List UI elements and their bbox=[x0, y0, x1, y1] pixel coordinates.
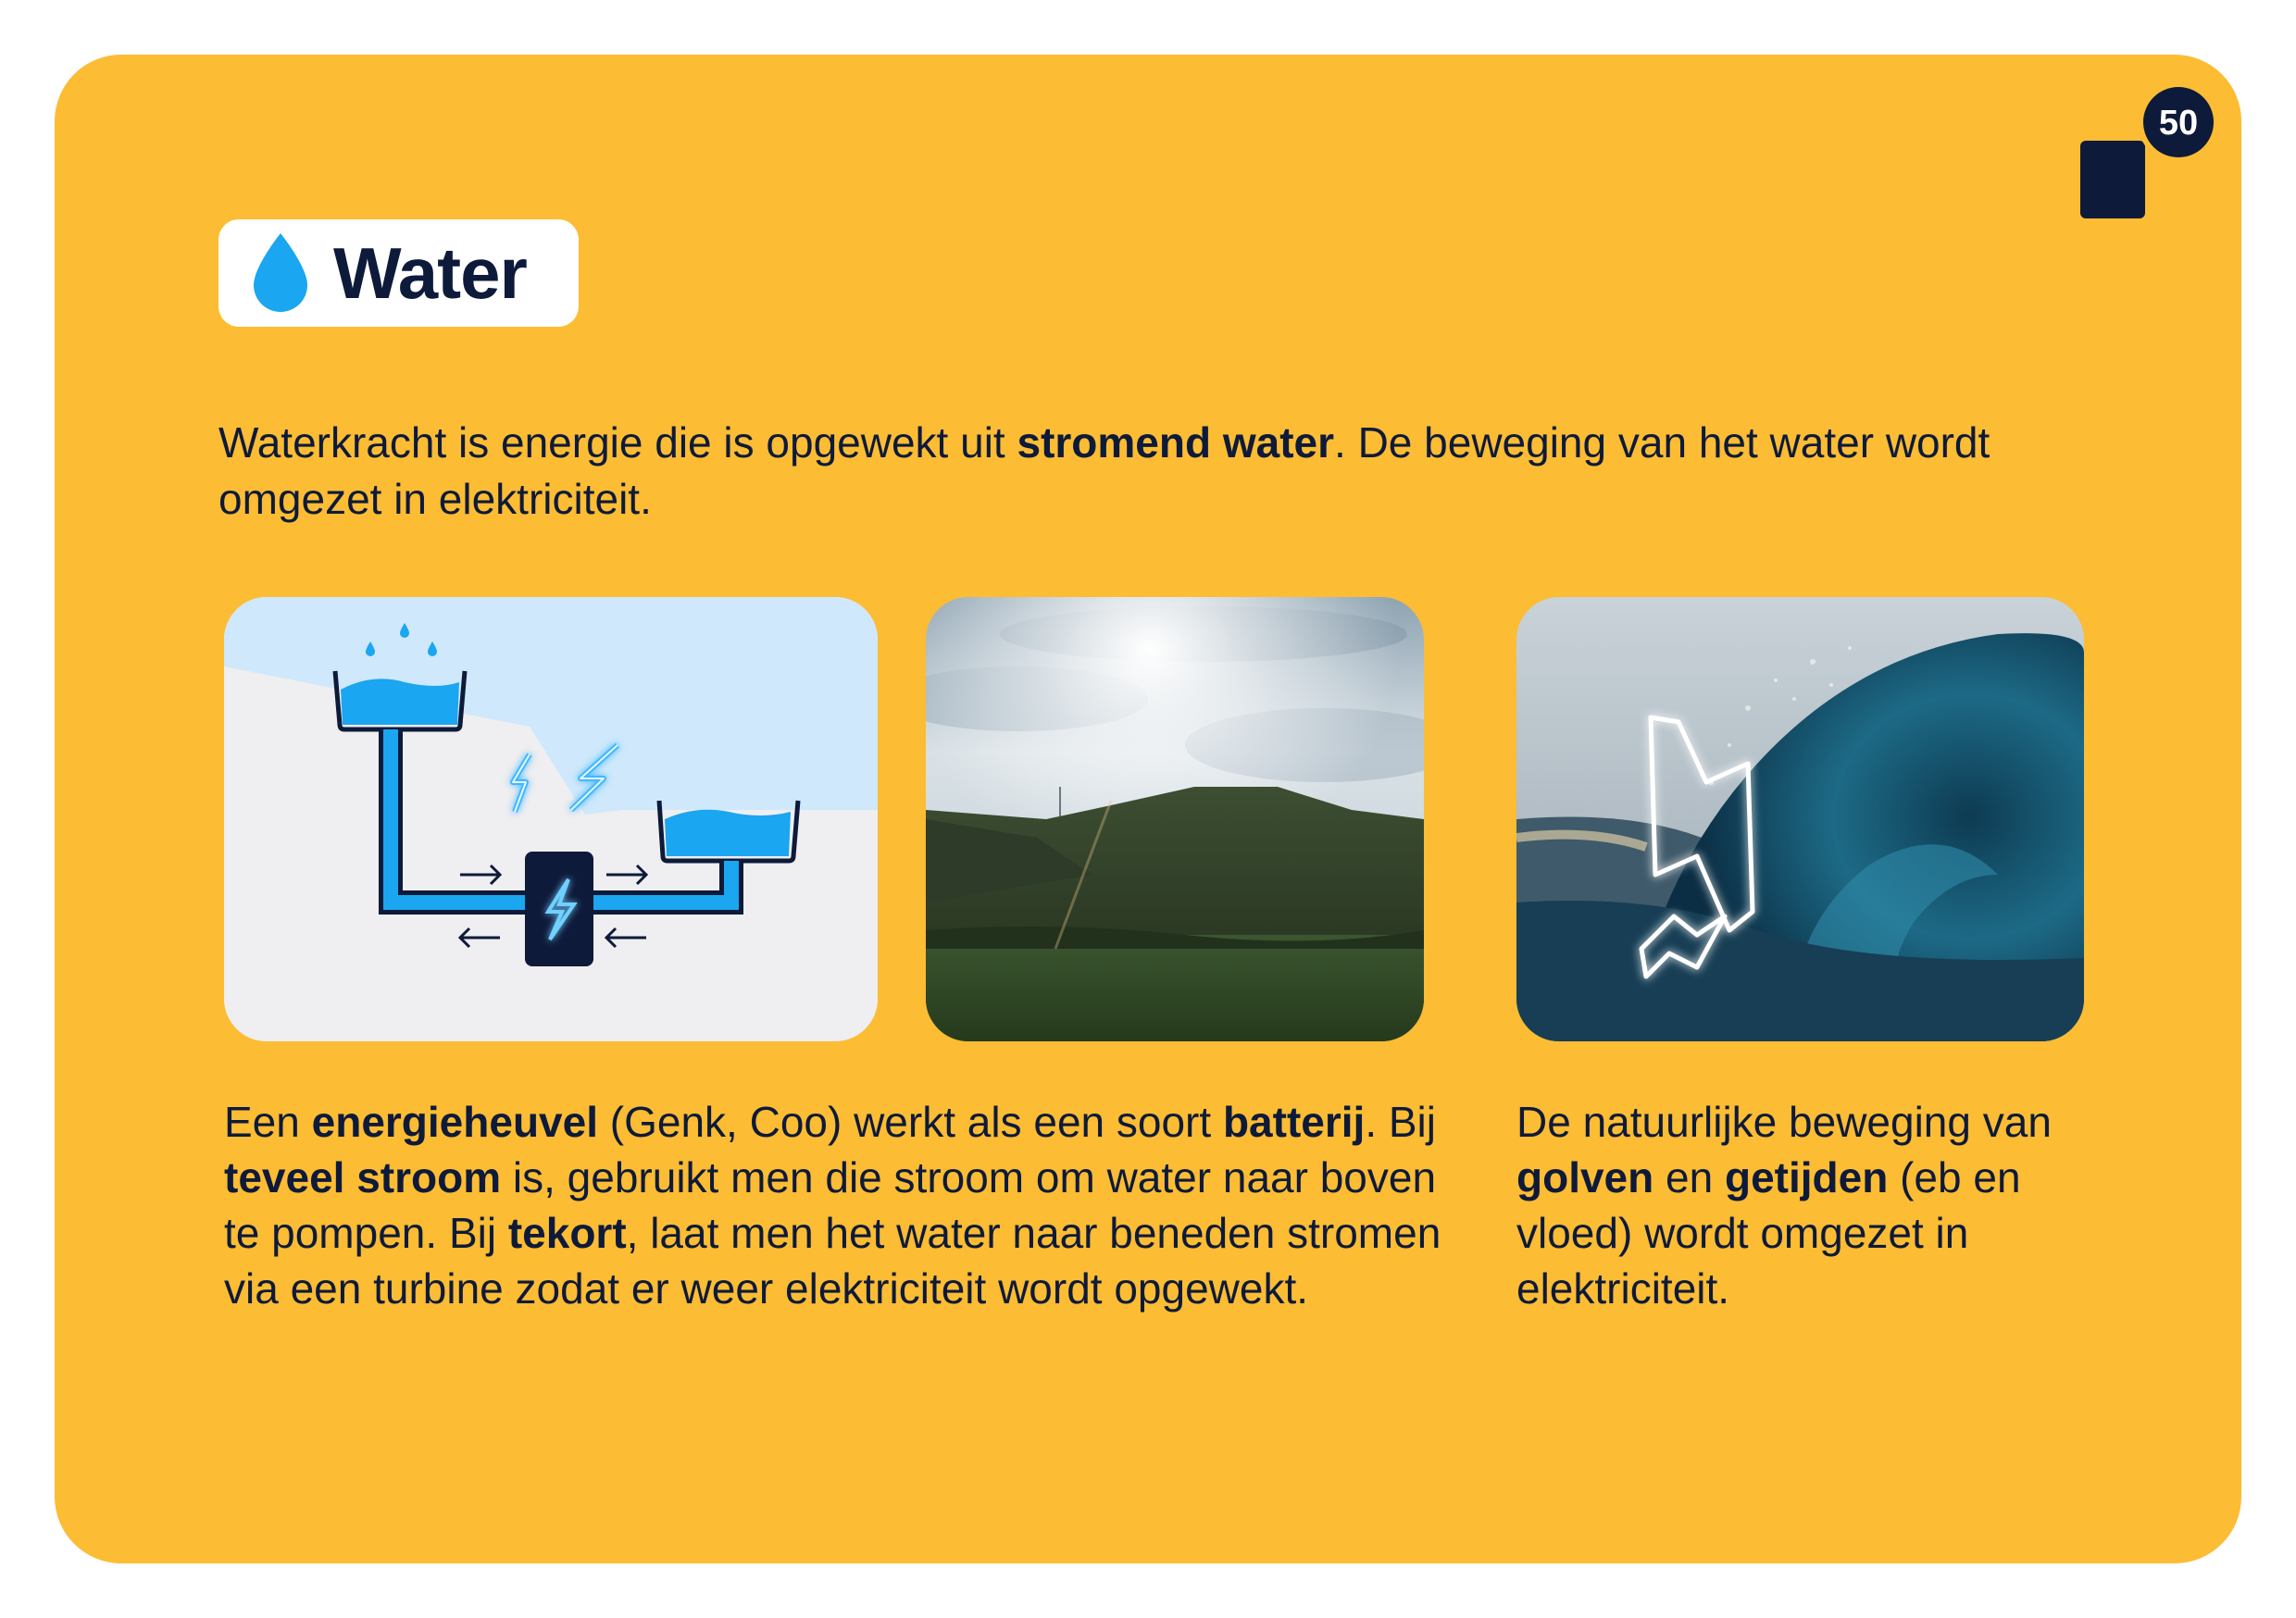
desc-bold: teveel stroom bbox=[224, 1153, 502, 1201]
desc-text: (eb en vloed) wordt omgezet in elektriciteit. bbox=[1516, 1153, 2021, 1313]
golven-description bbox=[1516, 1094, 2128, 1316]
desc-text: (Genk, Coo) werkt als een soort bbox=[598, 1098, 1223, 1146]
energy-hill-photo bbox=[926, 597, 1424, 1041]
page-title: Water bbox=[333, 231, 527, 314]
intro-bold: stromend water bbox=[1017, 418, 1335, 467]
intro-paragraph bbox=[218, 415, 2116, 528]
energieheuvel-description bbox=[224, 1094, 1483, 1316]
desc-bold: getijden bbox=[1724, 1153, 1889, 1201]
desc-bold: golven bbox=[1516, 1153, 1654, 1201]
desc-text: . Bij bbox=[1365, 1098, 1436, 1146]
desc-bold: batterij bbox=[1222, 1098, 1366, 1146]
page-number: 50 bbox=[2158, 104, 2199, 143]
desc-text: is, gebruikt men die stroom om water naar boven te pompen. Bij bbox=[224, 1153, 1437, 1257]
section-title bbox=[218, 219, 579, 327]
desc-bold: tekort bbox=[507, 1209, 627, 1257]
ocean-wave-photo bbox=[1516, 597, 2084, 1041]
desc-text: , laat men het water naar beneden stromen via een turbine zodat er weer elektriciteit wordt opgewekt. bbox=[224, 1209, 1441, 1313]
desc-text: en bbox=[1653, 1153, 1725, 1201]
page-number-badge bbox=[2080, 85, 2219, 224]
water-drop-icon bbox=[248, 230, 313, 317]
pumped-storage-diagram bbox=[224, 597, 878, 1041]
desc-text: Een bbox=[224, 1098, 312, 1146]
intro-text: Waterkracht is energie die is opgewekt uit bbox=[218, 418, 1017, 467]
desc-text: De natuurlijke beweging van bbox=[1516, 1098, 2052, 1146]
desc-bold: energieheuvel bbox=[311, 1098, 598, 1146]
intro-text: . De beweging van het water wordt omgezet in elektriciteit. bbox=[218, 418, 1990, 523]
